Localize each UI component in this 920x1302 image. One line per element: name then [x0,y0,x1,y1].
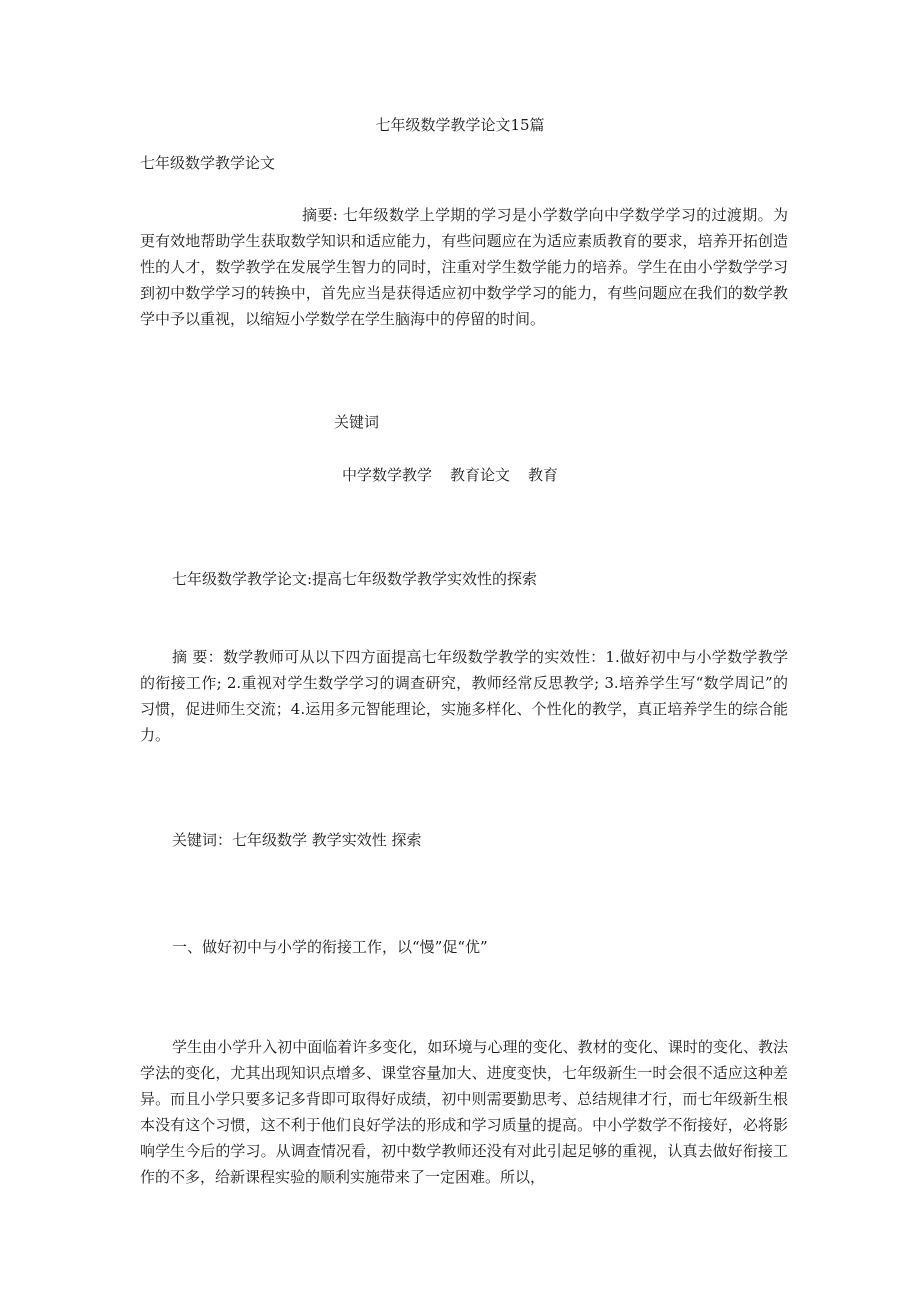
document-title: 七年级数学教学论文15篇 [375,116,545,134]
abstract-paragraph: 摘要: 七年级数学上学期的学习是小学数学向中学数学学习的过渡期。为更有效地帮助学生获取数学知识和适应能力，有些问题应在为适应素质教育的要求，培养开拓创造性的人才，数学教学在发展学生智力的同时，注重对学生数学能力的培养。学生在由小学数学学习到初中数学学习的转换中，首先应当是获得适应初中数学学习的能力，有些问题应在我们的数学教学中予以重视，以缩短小学数学在学生脑海中的停留的时间。 [140,206,788,328]
article-abstract: 摘 要：数学教师可从以下四方面提高七年级数学教学的实效性：1.做好初中与小学数学教学的衔接工作; 2.重视对学生数学学习的调查研究，教师经常反思教学; 3.培养学生写“数学周记”的习惯，促进师生交流；4.运用多元智能理论，实施多样化、个性化的教学，真正培养学生的综合能力。 [140,648,788,744]
article-title: 七年级数学教学论文:提高七年级数学教学实效性的探索 [172,570,538,588]
document-subtitle: 七年级数学教学论文 [140,154,276,172]
keyword-item: 教育论文 [450,466,511,484]
article-keywords: 关键词：七年级数学 教学实效性 探索 [172,831,422,849]
keyword-item: 教育 [528,466,559,484]
keywords-list [342,462,558,488]
keywords-label: 关键词 [334,413,380,431]
keyword-item: 中学数学教学 [342,466,433,484]
section-body: 学生由小学升入初中面临着许多变化，如环境与心理的变化、教材的变化、课时的变化、教法学法的变化，尤其出现知识点增多、课堂容量加大、进度变快，七年级新生一时会很不适应这种差异。而且小学只要多记多背即可取得好成绩，初中则需要勤思考、总结规律才行，而七年级新生根本没有这个习惯，这不利于他们良好学法的形成和学习质量的提高。中小学数学不衔接好，必将影响学生今后的学习。从调查情况看，初中数学教师还没有对此引起足够的重视，认真去做好衔接工作的不多，给新课程实验的顺利实施带来了一定困难。所以， [140,1038,788,1186]
section-heading: 一、做好初中与小学的衔接工作，以“慢”促“优” [172,938,488,956]
